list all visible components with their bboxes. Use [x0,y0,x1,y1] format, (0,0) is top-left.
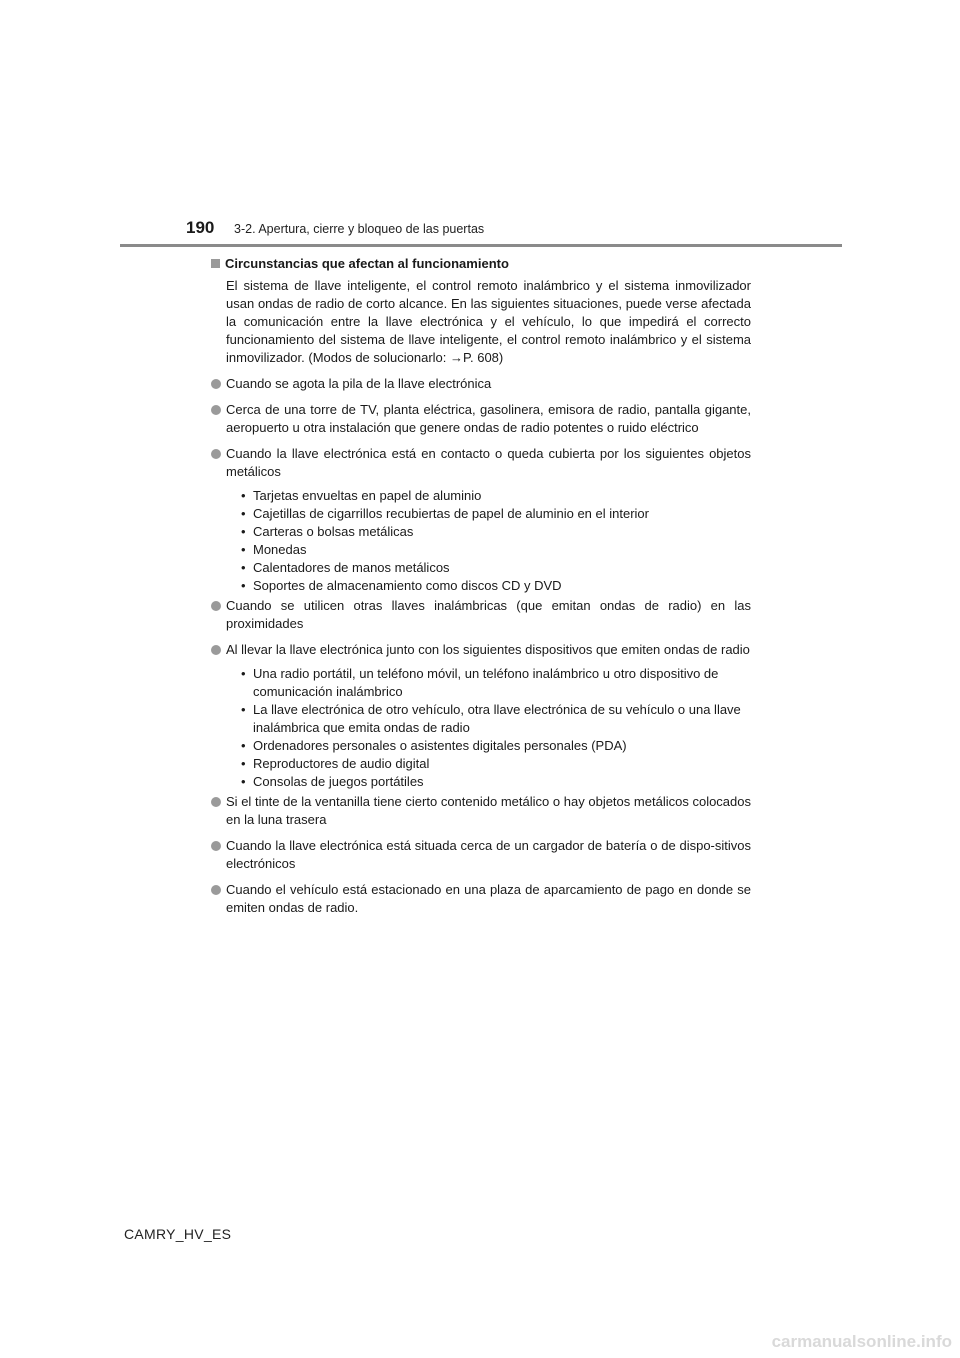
dot-bullet-icon: • [241,542,246,557]
sub-bullet-list [226,665,751,791]
sub-bullet-item [226,541,751,559]
dot-bullet-icon: • [241,506,246,521]
circle-bullet-icon [211,379,221,389]
square-bullet-icon [211,259,220,268]
circle-bullet-icon [211,645,221,655]
circle-bullet-icon [211,405,221,415]
sub-bullet-text: Calentadores de manos metálicos [253,560,450,575]
page-number: 190 [186,218,215,237]
sub-bullet-item [226,523,751,541]
dot-bullet-icon: • [241,578,246,593]
sub-bullet-item [226,773,751,791]
bullet-item [211,837,751,873]
circle-bullet-icon [211,841,221,851]
dot-bullet-icon: • [241,756,246,771]
sub-bullet-item [226,559,751,577]
sub-bullet-text: Reproductores de audio digital [253,756,430,771]
bullet-item [211,597,751,633]
bullet-text: Cuando se agota la pila de la llave electrónica [226,376,492,391]
section-heading-text: Circunstancias que afectan al funcionamiento [225,256,509,271]
dot-bullet-icon: • [241,560,246,575]
sub-bullet-text: Soportes de almacenamiento como discos CD y DVD [253,578,562,593]
section-intro: El sistema de llave inteligente, el control remoto inalámbrico y el sistema inmovilizador usan ondas de radio de corto alcance. En las siguientes situaciones, puede verse afectada la comunicación entre la llave electrónica y el vehículo, lo que impedirá el correcto funcionamiento del sistema de llave inteligente, el control remoto inalámbrico y el sistema inmovilizador. (Modos de solucionarlo: →P. 608) [226,278,751,365]
bullet-text: Cuando la llave electrónica está situada cerca de un cargador de batería o de dispo-sitivos electrónicos [226,838,751,871]
dot-bullet-icon: • [241,702,246,717]
bullet-text: Cerca de una torre de TV, planta eléctrica, gasolinera, emisora de radio, pantalla gigante, aeropuerto u otra instalación que genere ondas de radio potentes o ruido eléctrico [226,402,751,435]
dot-bullet-icon: • [241,738,246,753]
dot-bullet-icon: • [241,666,246,681]
watermark: carmanualsonline.info [771,1332,952,1351]
bullet-item [211,445,751,595]
chapter-title: 3-2. Apertura, cierre y bloqueo de las puertas [234,222,485,236]
circle-bullet-icon [211,449,221,459]
circle-bullet-icon [211,797,221,807]
bullet-item [211,793,751,829]
circle-bullet-icon [211,601,221,611]
bullet-item [211,375,751,393]
sub-bullet-item [226,665,751,701]
sub-bullet-text: Monedas [253,542,307,557]
bullet-item [211,641,751,791]
bullet-text: Cuando el vehículo está estacionado en una plaza de aparcamiento de pago en donde se emiten ondas de radio. [226,882,751,915]
footer-code: CAMRY_HV_ES [124,1226,232,1242]
sub-bullet-text: Una radio portátil, un teléfono móvil, un teléfono inalámbrico u otro dispositivo de comunicación inalámbrico [253,666,719,699]
bullet-list [211,375,751,917]
sub-bullet-list [226,487,751,595]
sub-bullet-text: Carteras o bolsas metálicas [253,524,414,539]
section-heading [211,255,751,273]
circle-bullet-icon [211,885,221,895]
dot-bullet-icon: • [241,488,246,503]
sub-bullet-item [226,487,751,505]
sub-bullet-text: Consolas de juegos portátiles [253,774,424,789]
bullet-text: Cuando se utilicen otras llaves inalámbricas (que emitan ondas de radio) en las proximidades [226,598,751,631]
sub-bullet-text: La llave electrónica de otro vehículo, otra llave electrónica de su vehículo o una llave inalámbrica que emita ondas de radio [253,702,741,735]
header-divider [120,244,842,247]
sub-bullet-item [226,701,751,737]
sub-bullet-text: Ordenadores personales o asistentes digitales personales (PDA) [253,738,627,753]
sub-bullet-text: Tarjetas envueltas en papel de aluminio [253,488,482,503]
bullet-text: Cuando la llave electrónica está en contacto o queda cubierta por los siguientes objetos metálicos [226,446,751,479]
bullet-item [211,881,751,917]
sub-bullet-item [226,505,751,523]
main-content [211,255,751,917]
bullet-text: Si el tinte de la ventanilla tiene cierto contenido metálico o hay objetos metálicos colocados en la luna trasera [226,794,751,827]
dot-bullet-icon: • [241,774,246,789]
sub-bullet-item [226,755,751,773]
bullet-text: Al llevar la llave electrónica junto con los siguientes dispositivos que emiten ondas de radio [226,642,750,657]
dot-bullet-icon: • [241,524,246,539]
sub-bullet-item [226,577,751,595]
bullet-item [211,401,751,437]
sub-bullet-item [226,737,751,755]
sub-bullet-text: Cajetillas de cigarrillos recubiertas de papel de aluminio en el interior [253,506,649,521]
